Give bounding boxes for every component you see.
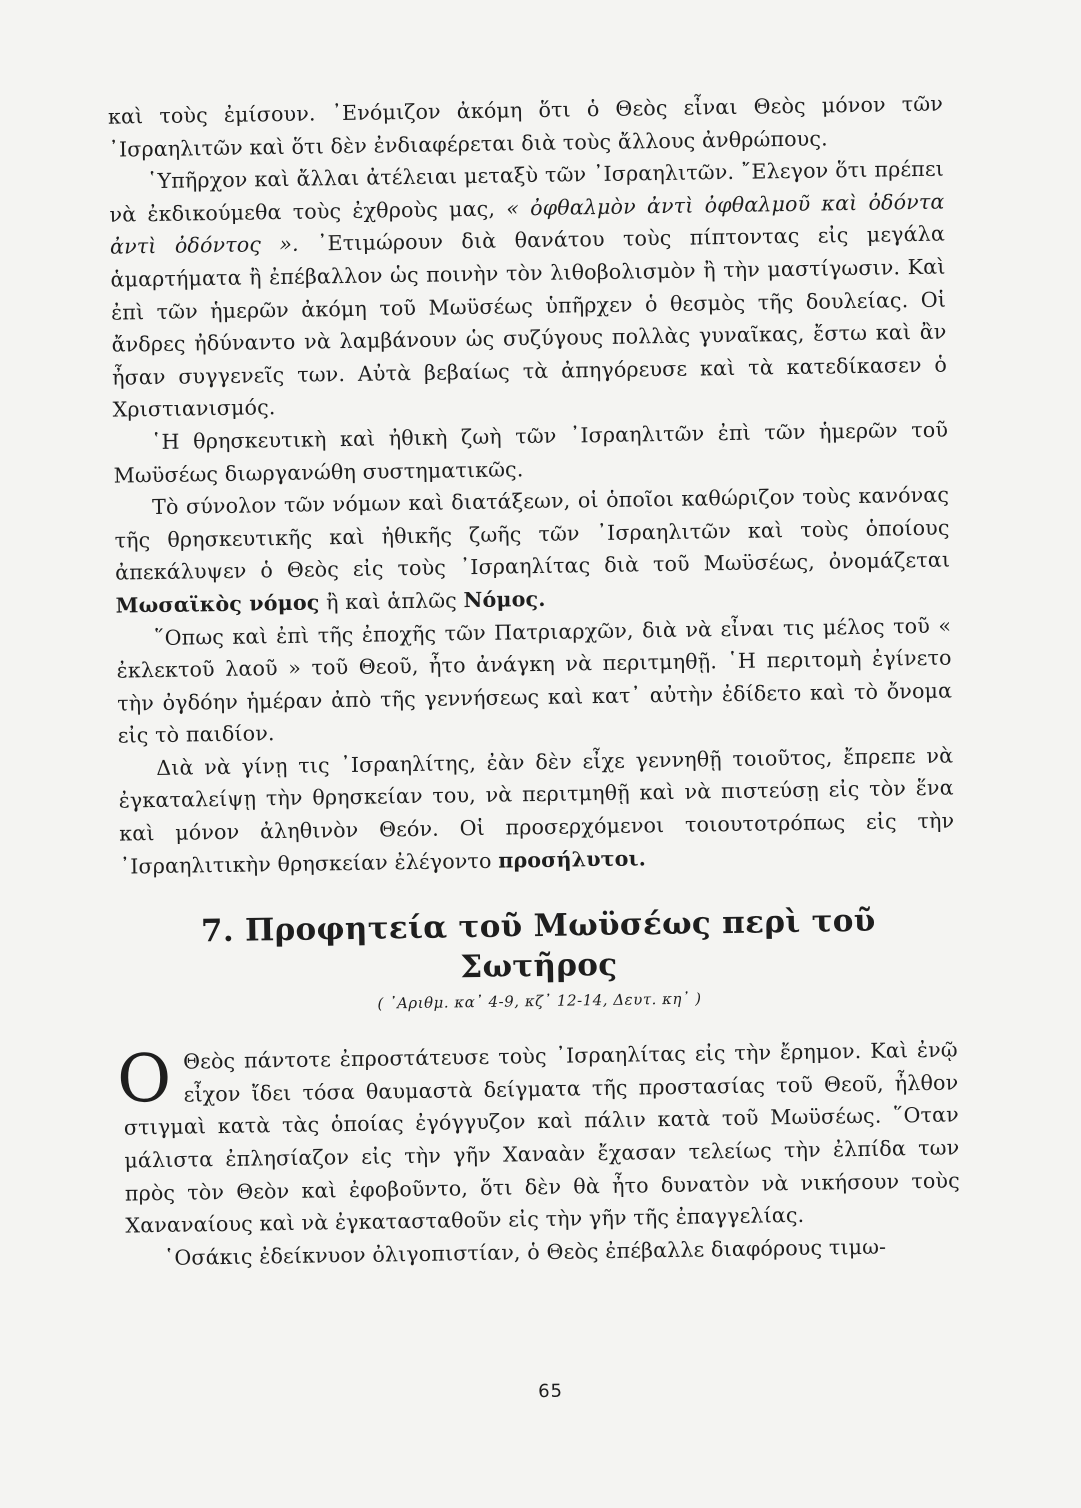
section-reference: ( ᾿Αριθμ. κα᾿ 4-9, κζ᾿ 12-14, Δευτ. κη᾿ ) [377, 989, 702, 1013]
term-mosaic-law: Μωσαϊκὸς νόμος [115, 590, 320, 618]
quote-eye-for-eye: « ὀφθαλμὸν ἀντὶ ὀφθαλμοῦ καὶ ὀδόντα ἀντὶ ὀδόντος ». [109, 189, 945, 260]
page-number: 65 [537, 1380, 564, 1403]
paragraph-3: ῾Η θρησκευτικὴ καὶ ἠθικὴ ζωὴ τῶν ᾿Ισραηλιτῶν ἐπὶ τῶν ἡμερῶν τοῦ Μωϋσέως διωργανώθη συστηματικῶς. [113, 417, 949, 488]
paragraph-8: ῾Οσάκις ἐδείκνυον ὀλιγοπιστίαν, ὁ Θεὸς ἐπέβαλλε διαφόρους τιμω- [163, 1234, 887, 1270]
section-heading: 7. Προφητεία τοῦ Μωϋσέως περὶ τοῦ Σωτῆρος [200, 903, 876, 986]
section-body [116, 1034, 961, 1275]
drop-cap: Ο [116, 1040, 172, 1118]
term-law: Νόμος. [463, 586, 546, 613]
paragraph-2: ῾Υπῆρχον καὶ ἄλλαι ἀτέλειαι μεταξὺ τῶν ᾿Ισραηλιτῶν. ῎Ελεγον ὅτι πρέπει νὰ ἐκδικούμεθα τοὺς ἐχθροὺς μας, « ὀφθαλμὸν ἀντὶ ὀφθαλμοῦ καὶ ὀδόντα ἀντὶ ὀδόντος ». ᾿Ετιμώρουν διὰ θανάτου τοὺς πίπτοντας εἰς μεγάλα ἁμαρτήματα ἢ ἐπέβαλλον ὡς ποινὴν τὸν λιθοβολισμὸν ἢ τὴν μαστίγωσιν. Καὶ ἐπὶ τῶν ἡμερῶν ἀκόμη τοῦ Μωϋσέως ὑπῆρχεν ὁ θεσμὸς τῆς δουλείας. Οἱ ἄνδρες ἠδύναντο νὰ λαμβάνουν ὡς συζύγους πολλὰς γυναῖκας, ἔστω καὶ ἂν ἦσαν συγγενεῖς των. Αὐτὰ βεβαίως τὰ ἀπηγόρευσε καὶ τὰ κατεδίκασεν ὁ Χριστιανισμός. [109, 156, 948, 423]
term-proselytes: προσήλυτοι. [498, 846, 647, 873]
paragraph-6: Διὰ νὰ γίνῃ τις ᾿Ισραηλίτης, ἐὰν δὲν εἶχε γεννηθῇ τοιοῦτος, ἔπρεπε νὰ ἐγκαταλείψῃ τὴν θρησκείαν του, νὰ περιτμηθῇ καὶ νὰ πιστεύσῃ εἰς τὸν ἕνα καὶ μόνον ἀληθινὸν Θεόν. Οἱ προσερχόμενοι τοιουτοτρόπως εἰς τὴν ᾿Ισραηλιτικὴν θρησκείαν ἐλέγοντο προσήλυτοι. [118, 743, 955, 879]
paragraph-5: ῞Οπως καὶ ἐπὶ τῆς ἐποχῆς τῶν Πατριαρχῶν, διὰ νὰ εἶναι τις μέλος τοῦ « ἐκλεκτοῦ λαοῦ » τοῦ Θεοῦ, ἦτο ἀνάγκη νὰ περιτμηθῇ. ῾Η περιτομὴ ἐγίνετο τὴν ὀγδόην ἡμέραν ἀπὸ τῆς γεννήσεως καὶ κατ᾿ αὐτὴν ἐδίδετο καὶ τὸ ὄνομα εἰς τὸ παιδίον. [116, 613, 953, 748]
body-text [108, 88, 955, 883]
paragraph-7: Ο Θεὸς πάντοτε ἐπροστάτευσε τοὺς ᾿Ισραηλίτας εἰς τὴν ἔρημον. Καὶ ἐνῷ εἶχον ἴδει τόσα θαυμαστὰ δείγματα τῆς προστασίας τοῦ Θεοῦ, ἦλθον στιγμαὶ κατὰ τὰς ὁποίας ἐγόγγυζον καὶ πάλιν κατὰ τοῦ Μωϋσέως. ῞Οταν μάλιστα ἐπλησίαζον εἰς τὴν γῆν Χαναὰν ἔχασαν τελείως τὴν ἐλπίδα των πρὸς τὸν Θεὸν καὶ ἐφοβοῦντο, ὅτι δὲν θὰ ἦτο δυνατὸν νὰ νικήσουν τοὺς Χαναναίους καὶ νὰ ἐγκατασταθοῦν εἰς τὴν γῆν τῆς ἐπαγγελίας. [116, 1037, 960, 1238]
paragraph-1: καὶ τοὺς ἐμίσουν. ᾿Ενόμιζον ἀκόμη ὅτι ὁ Θεὸς εἶναι Θεὸς μόνον τῶν ᾿Ισραηλιτῶν καὶ ὅτι δὲν ἐνδιαφέρεται διὰ τοὺς ἄλλους ἀνθρώπους. [107, 91, 944, 162]
paragraph-4: Τὸ σύνολον τῶν νόμων καὶ διατάξεων, οἱ ὁποῖοι καθώριζον τοὺς κανόνας τῆς θρησκευτικῆς καὶ ἠθικῆς ζωῆς τῶν ᾿Ισραηλιτῶν καὶ τοὺς ὁποίους ἀπεκάλυψεν ὁ Θεὸς εἰς τοὺς ᾿Ισραηλίτας διὰ τοῦ Μωϋσέως, ὀνομάζεται Μωσαϊκὸς νόμος ἢ καὶ ἁπλῶς Νόμος. [114, 482, 951, 618]
